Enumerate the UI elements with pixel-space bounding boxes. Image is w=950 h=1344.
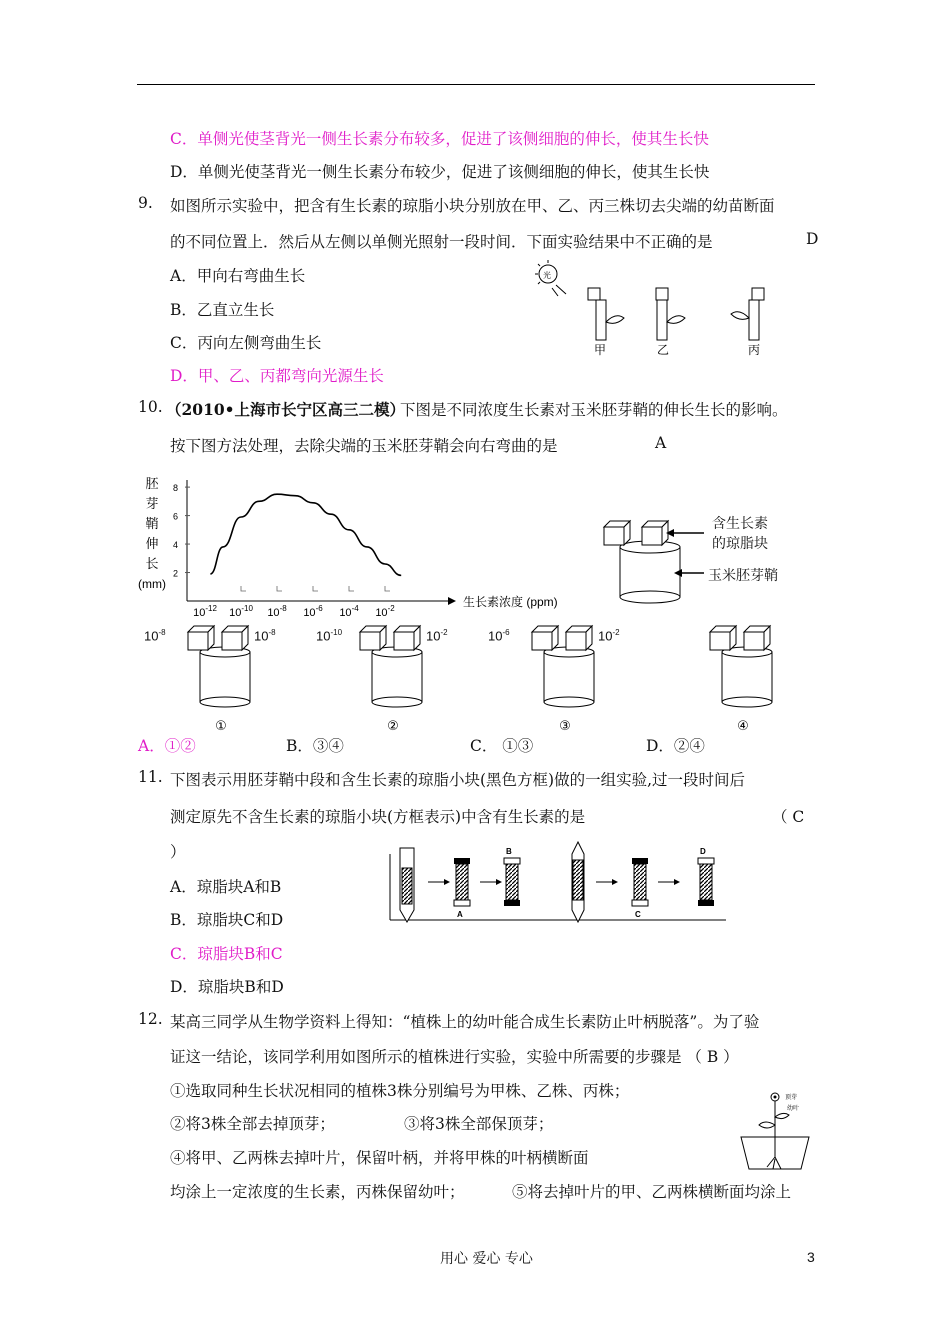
q11-option-c: C．琼脂块B和C [170,945,283,963]
legend-block-left [604,521,630,545]
label-young-leaf: 幼叶 [787,1106,800,1112]
chart-xlabel: 生长素浓度 (ppm) [463,595,558,609]
q11-answer-close: ） [170,843,186,861]
chart-x-tick-label: $10^{-12}$ [193,604,217,619]
chart-ylabel-char: 鞘 [145,516,159,531]
seedling-jia [588,288,624,340]
q11-option-d: D．琼脂块B和D [170,978,284,996]
chart-x-tick [241,586,246,591]
q11-stem-line1: 下图表示用胚芽鞘中段和含生长素的琼脂小块(黑色方框)做的一组实验,过一段时间后 [170,771,746,789]
chart-ylabel-unit: (mm) [138,577,166,591]
q8-option-c: C．单侧光使茎背光一侧生长素分布较多，促进了该侧细胞的伸长，使其生长快 [170,130,709,148]
agar-block [360,632,380,650]
legend-block-right [642,521,668,545]
q9-option-d: D．甲、乙、丙都弯向光源生长 [170,367,384,385]
q12-step5: ⑤将去掉叶片的甲、乙两株横断面均涂上 [512,1183,792,1201]
label-d: D [700,847,706,856]
q9-number: 9. [138,194,153,212]
label-yi: 乙 [657,343,670,357]
setup-label: ③ [559,718,571,733]
setup-1 [182,622,262,732]
q9-option-a: A．甲向右弯曲生长 [170,267,306,285]
q9-stem-line2: 的不同位置上．然后从左侧以单侧光照射一段时间．下面实验结果中不正确的是 [170,233,713,251]
q10-stem-line2: 按下图方法处理，去除尖端的玉米胚芽鞘会向右弯曲的是 [170,437,558,455]
setup-2 [354,622,434,732]
q12-stem-line2: 证这一结论，该同学利用如图所示的植株进行实验，实验中所需要的步骤是 （ B ） [170,1048,739,1066]
chart-ylabel [138,476,166,591]
chart-y-tick-label: 8 [172,483,178,494]
label-bing: 丙 [748,343,761,357]
q10-answer: A [655,434,667,452]
coleoptile-1 [400,848,414,922]
q12-stem-line1: 某高三同学从生物学资料上得知：“植株上的幼叶能合成生长素防止叶柄脱落”。为了验 [170,1013,760,1031]
agar-block [710,632,730,650]
q10-auxin-chart [130,470,600,620]
agar-block [188,632,208,650]
q12-step2: ②将3株全部去掉顶芽； [170,1115,335,1133]
sun-label: 光 [543,271,551,280]
segment-b [504,847,520,906]
setup-label: ④ [737,718,749,733]
setup-3 [526,622,606,732]
seedling-bing [731,288,764,340]
q8-option-d: D．单侧光使茎背光一侧生长素分布较少，促进了该侧细胞的伸长，使其生长快 [170,163,710,181]
label-b: B [506,847,512,856]
setup-concentration: $10^{-2}$ [426,628,448,644]
legend-block-label: 含生长素 [712,515,768,531]
chart-ylabel-char: 长 [145,556,159,571]
chart-x-tick-label: $10^{-6}$ [303,604,323,619]
q10-source: （2010•上海市长宁区高三二模） [166,400,406,419]
q9-stem-line1: 如图所示实验中，把含有生长素的琼脂小块分别放在甲、乙、丙三株切去尖端的幼苗断面 [170,197,775,215]
label-c: C [635,910,641,919]
footer-motto: 用心 爱心 专心 [440,1251,533,1267]
setup-concentration: $10^{-8}$ [144,628,166,644]
legend-block-label2: 的琼脂块 [712,535,768,551]
sun-icon [535,260,566,296]
chart-ylabel-char: 胚 [145,476,159,491]
q10-option-d: D．②④ [646,737,705,755]
setup-concentration: $10^{-10}$ [316,628,343,644]
q12-step4: ④将甲、乙两株去掉叶片，保留叶柄，并将甲株的叶柄横断面 [170,1149,589,1167]
chart-ylabel-char: 伸 [145,536,159,551]
q9-option-b: B．乙直立生长 [170,301,275,319]
q9-seedling-figure [530,258,790,358]
chart-x-arrow [448,597,456,605]
agar-block [532,632,552,650]
chart-x-tick [313,586,318,591]
q10-stem-line1: 下图是不同浓度生长素对玉米胚芽鞘的伸长生长的影响。 [400,401,788,419]
chart-y-tick-label: 6 [172,511,178,522]
agar-block [394,632,414,650]
q12-number: 12. [138,1010,163,1028]
setup-concentration: $10^{-2}$ [598,628,620,644]
setup-concentration: $10^{-8}$ [254,628,276,644]
q10-option-c: C． ①③ [470,737,534,755]
chart-x-tick-label: $10^{-10}$ [229,604,253,619]
segment-d [698,847,714,906]
q10-option-a: A．①② [138,737,196,755]
q12-step3: ③将3株全部保顶芽； [404,1115,554,1133]
q11-coleoptile-figure [388,840,728,925]
q9-answer: D [806,230,819,248]
q12-step4b: 均涂上一定浓度的生长素，丙株保留幼叶； [170,1183,465,1201]
chart-y-tick-label: 4 [172,540,178,551]
legend-coleoptile-label: 玉米胚芽鞘 [708,567,778,583]
chart-x-tick [349,586,354,591]
q10-legend-figure [600,505,810,605]
chart-x-tick [277,586,282,591]
seedling-yi [656,288,685,340]
q11-option-b: B．琼脂块C和D [170,911,284,929]
label-top-bud: 顶芽 [785,1095,798,1101]
chart-series-line [210,494,401,575]
q10-number: 10. [138,398,163,416]
q11-stem-line2: 测定原先不含生长素的琼脂小块(方框表示)中含有生长素的是 [170,808,586,826]
chart-y-tick-label: 2 [172,568,178,579]
label-a: A [457,910,463,919]
header-rule [137,84,815,85]
chart-x-tick-label: $10^{-2}$ [375,604,395,619]
chart-ylabel-char: 芽 [145,496,159,511]
page-number: 3 [807,1249,815,1265]
q9-option-c: C．丙向左侧弯曲生长 [170,334,322,352]
coleoptile-2 [572,842,584,922]
chart-x-tick-label: $10^{-4}$ [339,604,359,619]
q11-number: 11. [138,768,163,786]
q12-plant-figure [735,1085,815,1175]
setup-label: ① [215,718,227,733]
segment-c [632,858,648,919]
q11-answer: （ C [772,808,805,826]
chart-x-tick [385,586,390,591]
setup-concentration: $10^{-6}$ [488,628,510,644]
agar-block [566,632,586,650]
chart-x-tick-label: $10^{-8}$ [267,604,287,619]
label-jia: 甲 [594,343,607,357]
q10-option-b: B．③④ [286,737,344,755]
agar-block [222,632,242,650]
q11-option-a: A．琼脂块A和B [170,878,282,896]
segment-a [454,858,470,919]
setup-4 [704,622,784,732]
setup-label: ② [387,718,399,733]
q12-step1: ①选取同种生长状况相同的植株3株分别编号为甲株、乙株、丙株； [170,1082,630,1100]
agar-block [744,632,764,650]
